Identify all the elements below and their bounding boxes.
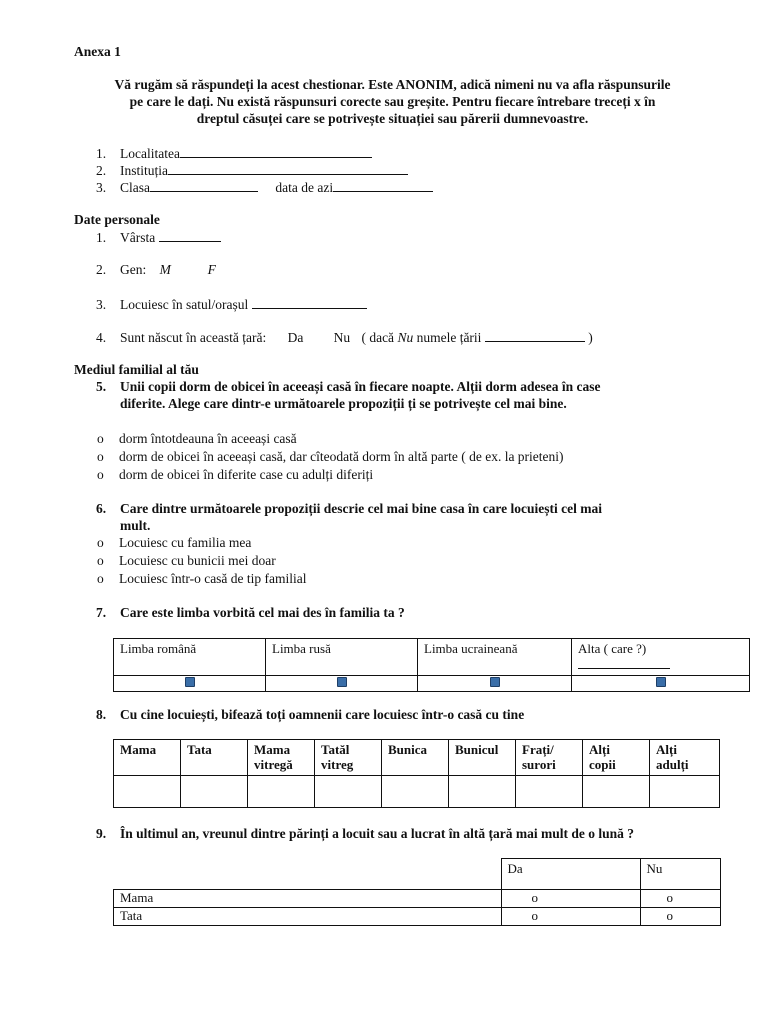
q8-cell-alti-adulti[interactable] [650,776,720,808]
q5-line-2: diferite. Alege care dintr-e următoarele propoziții ți se potrivește cel mai bine. [120,396,567,411]
q8-cell-alti-copii[interactable] [583,776,650,808]
field-institutia: 2. Instituția [96,162,408,179]
q7-col-romana: Limba română [114,639,266,676]
q7-cell-romana [114,676,266,692]
intro-line-2: pe care le dați. Nu există răspunsuri corecte sau greșite. Pentru fiecare întrebare treceți x în [129,94,656,109]
q8-cell-mama-vitrega[interactable] [248,776,315,808]
q9-tata-nu[interactable]: o [640,908,721,926]
q8-household-table [113,739,720,808]
q7-cell-ucraineana [418,676,572,692]
q9-question: 9. În ultimul an, vreunul dintre părinți a locuit sau a lucrat în altă țară mai mult de o lună ? [96,826,635,841]
varsta-input-line[interactable] [159,229,221,242]
q7-col-alta: Alta ( care ?) [572,639,750,676]
personal-heading: Date personale [74,212,160,227]
q8-col-tatal-vitreg: Tatăl vitreg [315,740,382,776]
intro-line-1: Vă rugăm să răspundeți la acest chestionar. Este ANONIM, adică nimeni nu va afla răspunsurile [114,77,671,92]
checkbox-alta[interactable] [656,677,666,687]
gen-f-option[interactable]: F [207,262,216,277]
q8-col-alti-copii: Alți copii [583,740,650,776]
gen-m-option[interactable]: M [159,262,171,277]
q9-parents-table [113,858,721,926]
q8-question: 8. Cu cine locuiești, bifează toți oamnenii care locuiesc într-o casă cu tine [96,707,525,722]
q7-cell-alta [572,676,750,692]
alta-input-line[interactable] [578,662,670,669]
field-varsta: 1. Vârsta [96,229,221,246]
q9-tata-da[interactable]: o [501,908,640,926]
q9-row-tata: Tata [114,908,502,926]
q8-cell-tata[interactable] [181,776,248,808]
localitatea-input-line[interactable] [180,145,372,158]
q8-col-frati-surori: Frați/ surori [516,740,583,776]
q8-cell-frati-surori[interactable] [516,776,583,808]
q5-option-3[interactable]: o dorm de obicei în diferite case cu adulți diferiți [97,467,374,482]
q8-cell-bunica[interactable] [382,776,449,808]
family-heading: Mediul familial al tău [74,362,199,377]
q5-option-2[interactable]: o dorm de obicei în aceeași casă, dar cîteodată dorm în altă parte ( de ex. la prieteni) [97,449,564,464]
checkbox-romana[interactable] [185,677,195,687]
nascut-da-option[interactable]: Da [287,330,304,345]
q9-row-mama: Mama [114,890,502,908]
q8-col-mama: Mama [114,740,181,776]
q6-option-2[interactable]: o Locuiesc cu bunicii mei doar [97,553,276,568]
field-locuiesc: 3. Locuiesc în satul/orașul [96,296,367,313]
clasa-input-line[interactable] [150,179,258,192]
q9-mama-nu[interactable]: o [640,890,721,908]
q7-language-table [113,638,750,692]
q8-cell-mama[interactable] [114,776,181,808]
q8-col-mama-vitrega: Mama vitregă [248,740,315,776]
q6-option-3[interactable]: o Locuiesc într-o casă de tip familial [97,571,307,586]
q7-col-rusa: Limba rusă [266,639,418,676]
page-title: Anexa 1 [74,44,121,59]
nascut-nu-option[interactable]: Nu [333,330,351,345]
q8-col-alti-adulti: Alți adulți [650,740,720,776]
q7-cell-rusa [266,676,418,692]
field-localitatea: 1. Localitatea [96,145,372,162]
q9-mama-da[interactable]: o [501,890,640,908]
q6-line-2: mult. [120,518,151,533]
locuiesc-input-line[interactable] [252,296,367,309]
q9-blank-corner [114,859,502,890]
q5-option-1[interactable]: o dorm întotdeauna în aceeași casă [97,431,297,446]
tara-input-line[interactable] [485,329,585,342]
field-clasa: 3. Clasa data de azi [96,179,433,196]
institutia-input-line[interactable] [168,162,408,175]
q8-col-bunicul: Bunicul [449,740,516,776]
intro-line-3: dreptul căsuței care se potrivește situației sau părerii dumnevoastre. [196,111,589,126]
field-nascut: 4. Sunt născut în această țară: Da Nu ( dacă Nu numele țării ) [96,330,593,345]
q7-col-ucraineana: Limba ucraineană [418,639,572,676]
q8-cell-bunicul[interactable] [449,776,516,808]
q9-col-da: Da [501,859,640,890]
q6-option-1[interactable]: o Locuiesc cu familia mea [97,535,252,550]
q6-line-1: 6. Care dintre următoarele propoziții descrie cel mai bine casa în care locuiești cel mai [96,501,603,516]
checkbox-rusa[interactable] [337,677,347,687]
q8-col-tata: Tata [181,740,248,776]
q8-cell-tatal-vitreg[interactable] [315,776,382,808]
q5-line-1: 5. Unii copii dorm de obicei în aceeași casă în fiecare noapte. Alții dorm adesea în case [96,379,601,394]
q7-question: 7. Care este limba vorbită cel mai des în familia ta ? [96,605,405,620]
q9-col-nu: Nu [640,859,721,890]
field-gen: 2. Gen: M F [96,262,216,277]
q8-col-bunica: Bunica [382,740,449,776]
data-input-line[interactable] [333,179,433,192]
checkbox-ucraineana[interactable] [490,677,500,687]
